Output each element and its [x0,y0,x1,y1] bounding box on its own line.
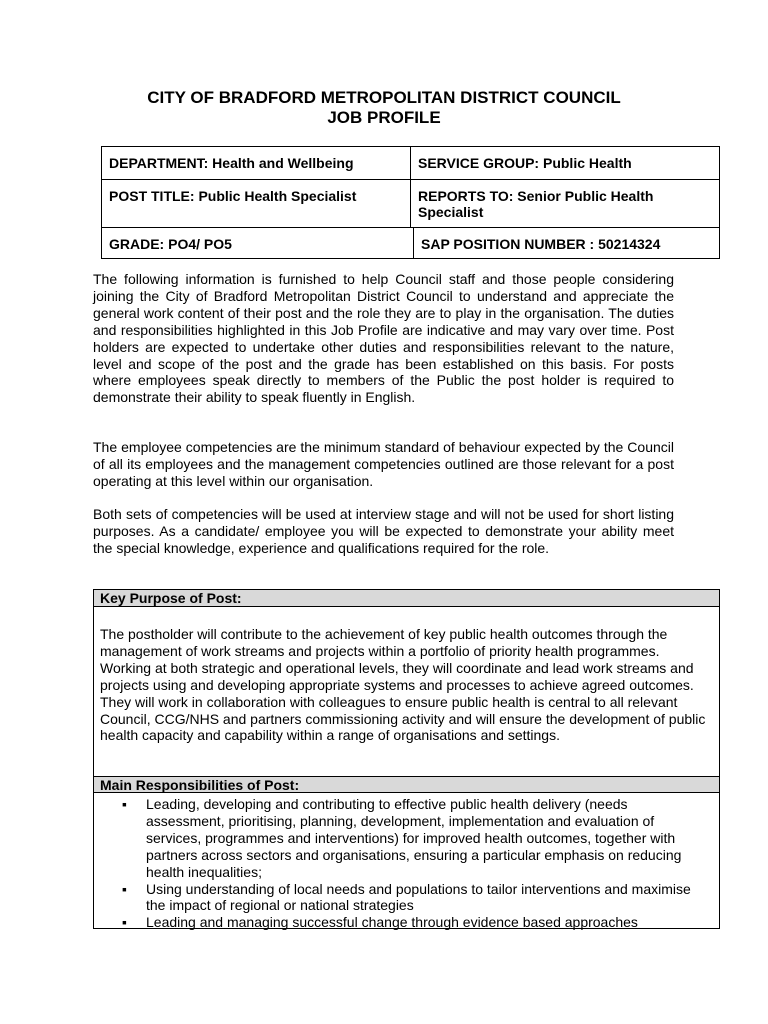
post-info-table [101,146,720,259]
grade-cell: GRADE: PO4/ PO5 [109,236,232,252]
intro-paragraph-3: Both sets of competencies will be used at interview stage and will not be used for short listing purposes. As a candidate/ employee you will be expected to demonstrate your ability meet the special knowledge, experience and qualifications required for the role. [93,506,674,556]
job-profile-title: JOB PROFILE [327,108,441,127]
bullet-icon: ▪ [122,914,127,931]
main-responsibilities-heading: Main Responsibilities of Post: [94,776,719,793]
post-details-box [93,589,720,929]
list-item-text: Using understanding of local needs and populations to tailor interventions and maximise the impact of regional or national strategies [146,880,691,914]
list-item-text: Leading and managing successful change through evidence based approaches [146,914,638,931]
bullet-icon: ▪ [122,880,127,897]
sap-position-cell: SAP POSITION NUMBER : 50214324 [421,236,661,252]
bullet-icon: ▪ [122,796,127,812]
table-divider [410,147,411,228]
reports-to-cell: REPORTS TO: Senior Public Health Specialist [418,188,654,220]
responsibilities-list [94,796,719,931]
intro-paragraph-1: The following information is furnished to help Council staff and those people considering joining the City of Bradford Metropolitan District Council to understand and appreciate the general work content of their post and the role they are to play in the organisation. The duties and responsibilities highlighted in this Job Profile are indicative and may vary over time. Post holders are expected to undertake other duties and responsibilities relevant to the nature, level and scope of the post and the grade has been established on this basis. For posts where employees speak directly to members of the Public the post holder is required to demonstrate their ability to speak fluently in English. [93,271,674,406]
intro-paragraph-2: The employee competencies are the minimum standard of behaviour expected by the Council of all its employees and the management competencies outlined are those relevant for a post operating at this level within our organisation. [93,439,674,489]
post-title-cell: POST TITLE: Public Health Specialist [109,188,357,204]
list-item [94,914,719,931]
key-purpose-text: The postholder will contribute to the achievement of key public health outcomes through the management of work streams and projects within a portfolio of priority health programmes. Working at both strategic and operational levels, they will coordinate and lead work streams and projects using and developing appropriate systems and processes to achieve agreed outcomes. They will work in collaboration with colleagues to ensure public health is central to all relevant Council, CCG/NHS and partners commissioning activity and will ensure the development of public health capacity and capability within a range of organisations and settings. [100,626,706,744]
list-item-text: Leading, developing and contributing to effective public health delivery (needs assessment, prioritising, planning, development, implementation and evaluation of services, programmes and interventions) for improved health outcomes, together with partners across sectors and organisations, ensuring a particular emphasis on reducing health inequalities; [146,796,682,880]
list-item [94,796,719,881]
key-purpose-heading: Key Purpose of Post: [94,590,719,607]
department-cell: DEPARTMENT: Health and Wellbeing [109,155,354,171]
council-title: CITY OF BRADFORD METROPOLITAN DISTRICT COUNCIL [147,88,621,107]
service-group-cell: SERVICE GROUP: Public Health [418,155,632,171]
list-item [94,881,719,915]
table-divider [413,227,414,258]
